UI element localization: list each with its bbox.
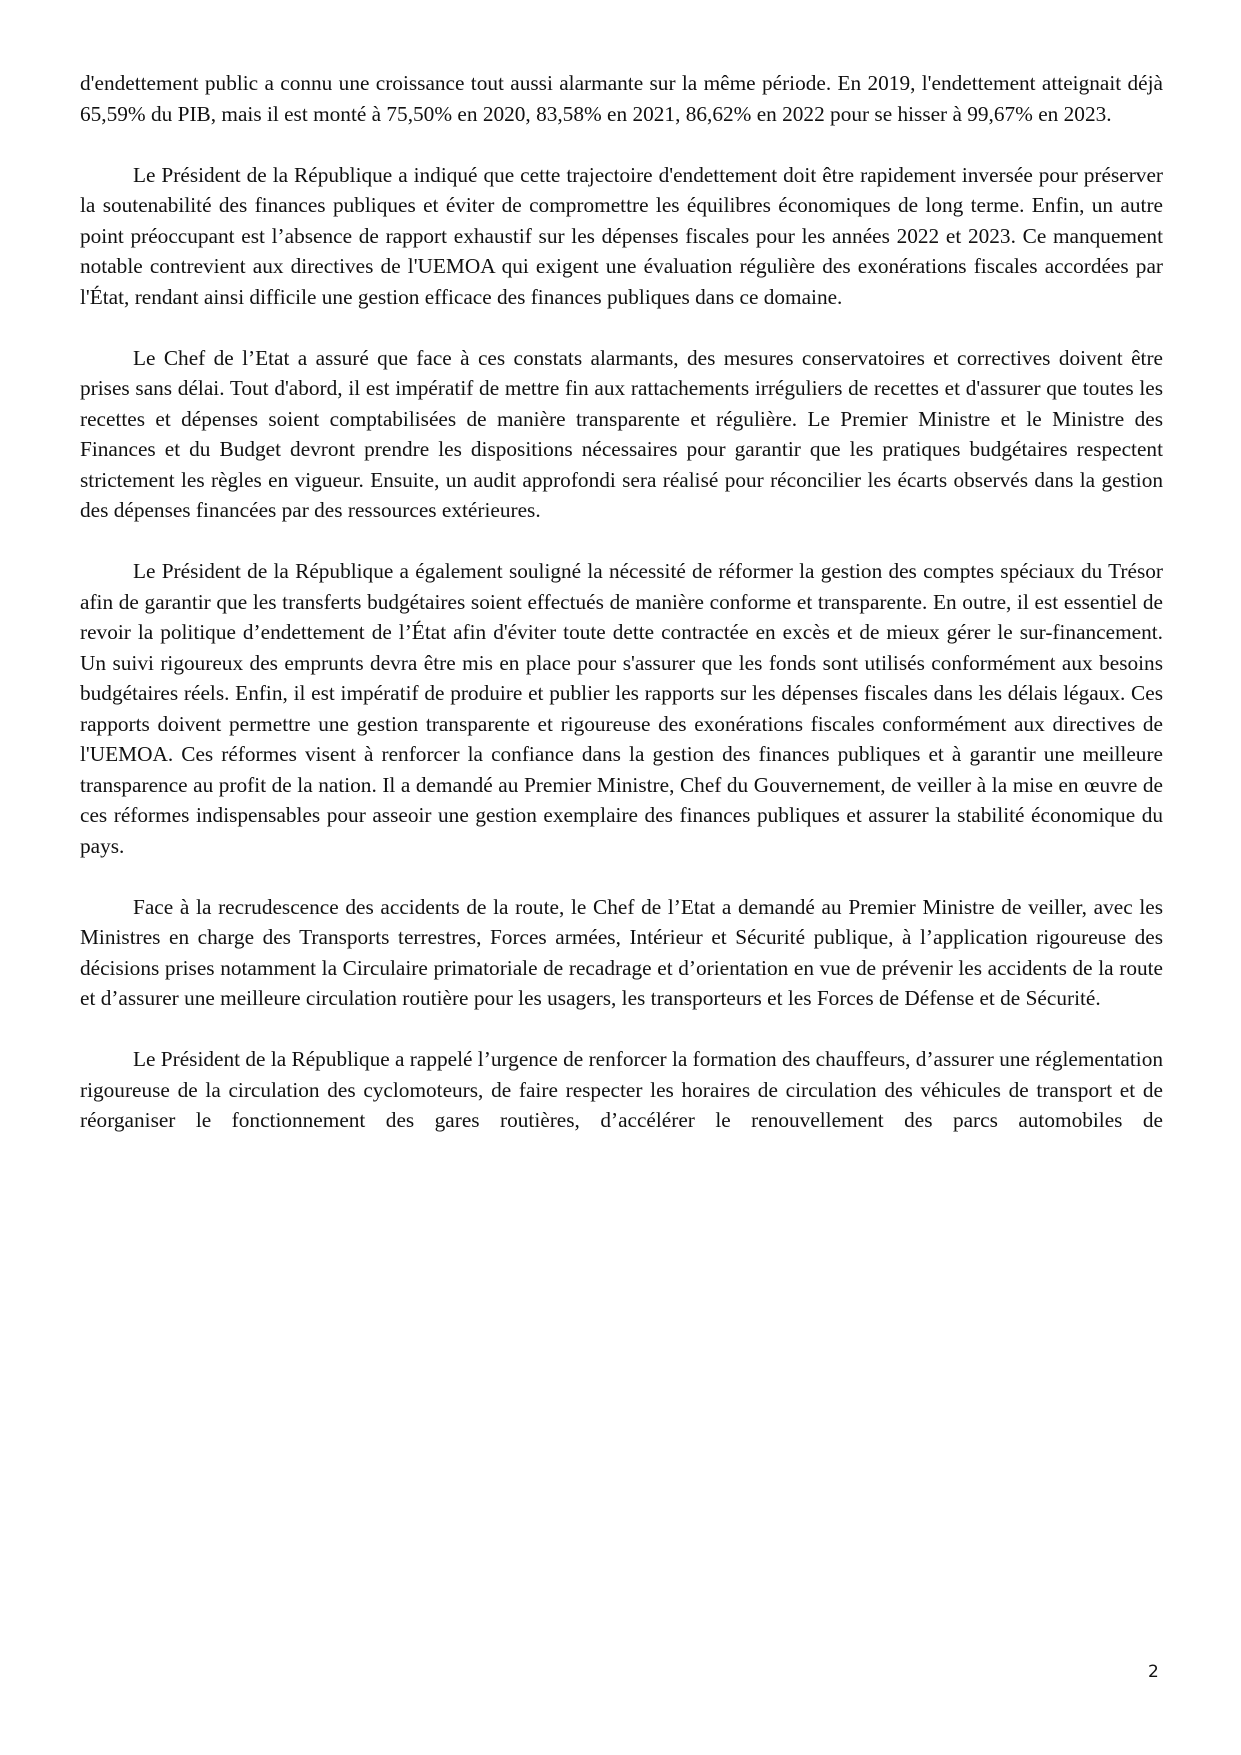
paragraph-corrective-measures: Le Chef de l’Etat a assuré que face à ces constats alarmants, des mesures conservatoires et correctives doivent être prises sans délai. Tout d'abord, il est impératif de mettre fin aux rattachements irréguliers de recettes et d'assurer que toutes les recettes et dépenses soient comptabilisées de manière transparente et régulière. Le Premier Ministre et le Ministre des Finances et du Budget devront prendre les dispositions nécessaires pour garantir que les pratiques budgétaires respectent strictement les règles en vigueur. Ensuite, un audit approfondi sera réalisé pour réconcilier les écarts observés dans la gestion des dépenses financées par des ressources extérieures. [80, 345, 1163, 522]
paragraph-treasury-reform: Le Président de la République a également souligné la nécessité de réformer la gestion des comptes spéciaux du Trésor afin de garantir que les transferts budgétaires soient effectués de manière conforme et transparente. En outre, il est essentiel de revoir la politique d’endettement de l’État afin d'éviter toute dette contractée en excès et de mieux gérer le sur-financement. Un suivi rigoureux des emprunts devra être mis en place pour s'assurer que les fonds sont utilisés conformément aux besoins budgétaires réels. Enfin, il est impératif de produire et publier les rapports sur les dépenses fiscales dans les délais légaux. Ces rapports doivent permettre une gestion transparente et rigoureuse des exonérations fiscales conformément aux directives de l'UEMOA. Ces réformes visent à renforcer la confiance dans la gestion des finances publiques et à garantir une meilleure transparence au profit de la nation. Il a demandé au Premier Ministre, Chef du Gouvernement, de veiller à la mise en œuvre de ces réformes indispensables pour asseoir une gestion exemplaire des finances publiques et assurer la stabilité économique du pays. [80, 559, 1163, 858]
page-number: 2 [1148, 1662, 1159, 1682]
paragraph-driver-training: Le Président de la République a rappelé l’urgence de renforcer la formation des chauffeurs, d’assurer une réglementation rigoureuse de la circulation des cyclomoteurs, de faire respecter les horaires de circulation des véhicules de transport et de réorganiser le fonctionnement des gares routières, d’accélérer le renouvellement des parcs automobiles de [80, 1047, 1163, 1132]
paragraph-debt-reversal: Le Président de la République a indiqué que cette trajectoire d'endettement doit être rapidement inversée pour préserver la soutenabilité des finances publiques et éviter de compromettre les équilibres économiques de long terme. Enfin, un autre point préoccupant est l’absence de rapport exhaustif sur les dépenses fiscales pour les années 2022 et 2023. Ce manquement notable contrevient aux directives de l'UEMOA qui exigent une évaluation régulière des exonérations fiscales accordées par l'État, rendant ainsi difficile une gestion efficace des finances publiques dans ce domaine. [80, 162, 1163, 309]
paragraph-road-accidents: Face à la recrudescence des accidents de la route, le Chef de l’Etat a demandé au Premier Ministre de veiller, avec les Ministres en charge des Transports terrestres, Forces armées, Intérieur et Sécurité publique, à l’application rigoureuse des décisions prises notamment la Circulaire primatoriale de recadrage et d’orientation en vue de prévenir les accidents de la route et d’assurer une meilleure circulation routière pour les usagers, les transporteurs et les Forces de Défense et de Sécurité. [80, 894, 1163, 1010]
document-page [80, 68, 1163, 1136]
paragraph-debt-trajectory-continued: d'endettement public a connu une croissance tout aussi alarmante sur la même période. En 2019, l'endettement atteignait déjà 65,59% du PIB, mais il est monté à 75,50% en 2020, 83,58% en 2021, 86,62% en 2022 pour se hisser à 99,67% en 2023. [80, 71, 1163, 126]
